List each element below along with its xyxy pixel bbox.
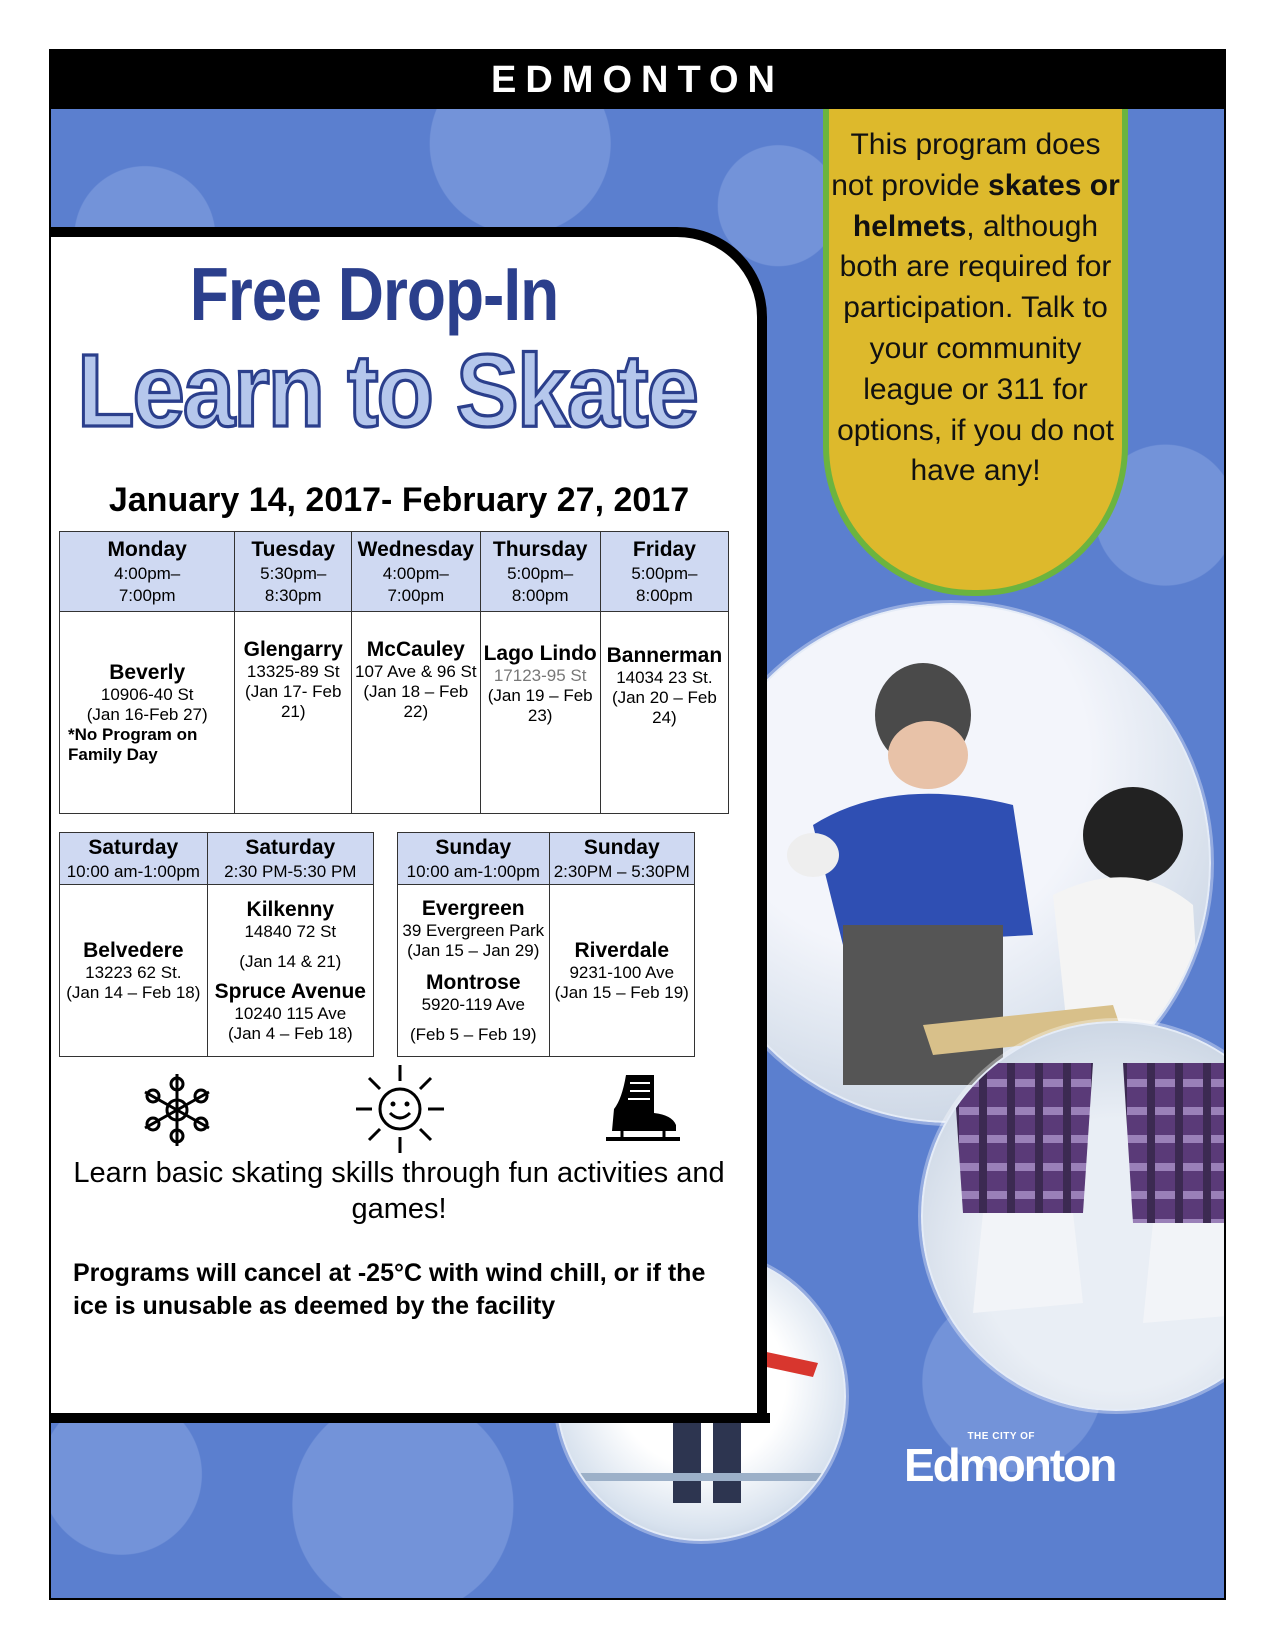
sun-icon [352,1061,448,1157]
title-learn-to-skate: Learn to Skate [77,332,697,449]
schedule-cell-sunday-afternoon: Riverdale 9231-100 Ave (Jan 15 – Feb 19) [549,885,695,1057]
bottom-divider [51,1413,770,1423]
schedule-header-monday: Monday 4:00pm– 7:00pm [60,532,235,612]
schedule-panel [49,227,767,1413]
schedule-cell-wednesday: McCauley 107 Ave & 96 St (Jan 18 – Feb 22) [352,612,480,814]
info-text-2: , although both are required for participation. Talk to your community league or 311 for options, if you do not have any! [837,209,1114,488]
schedule-header-wednesday: Wednesday 4:00pm– 7:00pm [352,532,480,612]
equipment-info-box [823,109,1128,596]
schedule-header-thursday: Thursday 5:00pm–8:00pm [480,532,600,612]
schedule-header-sunday-morning: Sunday 10:00 am-1:00pm [398,833,550,885]
title-free-drop-in: Free Drop-In [189,251,559,337]
info-text-bold: skates or helmets [852,168,1120,243]
schedule-cell-thursday: Lago Lindo 17123-95 St (Jan 19 – Feb 23) [480,612,600,814]
schedule-cell-sunday-morning: Evergreen 39 Evergreen Park (Jan 15 – Jan 29) Montrose 5920-119 Ave (Feb 5 – Feb 19) [398,885,550,1057]
schedule-header-sunday-afternoon: Sunday 2:30PM – 5:30PM [549,833,695,885]
logo-wordmark: Edmonton [904,1439,1116,1491]
snowflake-icon [137,1070,217,1150]
schedule-cell-saturday-morning: Belvedere 13223 62 St. (Jan 14 – Feb 18) [60,885,208,1057]
header-bar [51,51,1224,109]
sunday-schedule-table [397,832,695,1057]
weekday-schedule-table [59,531,729,814]
saturday-schedule-table [59,832,374,1057]
date-range: January 14, 2017- February 27, 2017 [108,481,690,519]
skate-icon [592,1069,688,1149]
schedule-cell-monday: Beverly 10906-40 St (Jan 16-Feb 27) *No Program on Family Day [60,612,235,814]
schedule-header-saturday-morning: Saturday 10:00 am-1:00pm [60,833,208,885]
city-of-edmonton-logo [904,1431,1119,1491]
cancellation-note: Programs will cancel at -25°C with wind chill, or if the ice is unusable as deemed by the facility [73,1259,706,1320]
schedule-header-tuesday: Tuesday 5:30pm– 8:30pm [235,532,352,612]
poster [49,49,1226,1600]
tagline: Learn basic skating skills through fun activities and games! [73,1157,725,1226]
schedule-cell-saturday-afternoon: Kilkenny 14840 72 St (Jan 14 & 21) Spruce Avenue 10240 115 Ave (Jan 4 – Feb 18) [207,885,373,1057]
info-text-1: This program does not provide [831,128,1101,202]
schedule-cell-friday: Bannerman 14034 23 St. (Jan 20 – Feb 24) [600,612,728,814]
schedule-header-saturday-afternoon: Saturday 2:30 PM-5:30 PM [207,833,373,885]
schedule-cell-tuesday: Glengarry 13325-89 St (Jan 17- Feb 21) [235,612,352,814]
schedule-header-friday: Friday 5:00pm– 8:00pm [600,532,728,612]
header-title: EDMONTON [491,58,784,101]
logo-small-text: THE CITY OF [967,1431,1035,1442]
